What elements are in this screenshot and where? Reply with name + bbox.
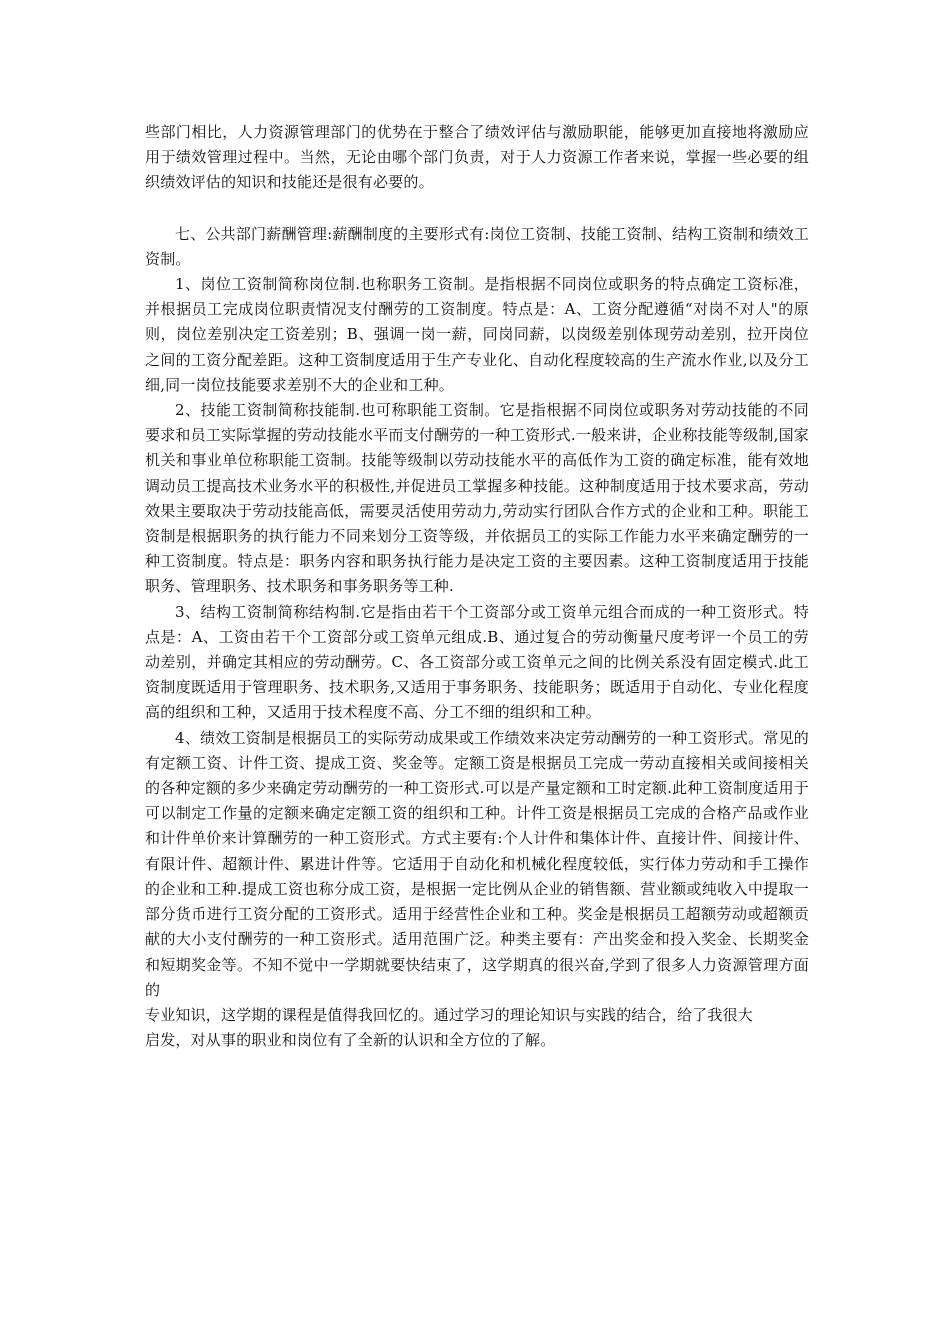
paragraph-spacer: [145, 196, 809, 222]
paragraph-performance-salary: 4、绩效工资制是根据员工的实际劳动成果或工作绩效来决定劳动酬劳的一种工资形式。常见的有定额工资、计件工资、提成工资、奖金等。定额工资是根据员工完成一劳动直接相关或间接相关的各种定额的多少来确定劳动酬劳的一种工资形式.可以是产量定额和工时定额.此种工资制度适用于可以制定工作量的定额来确定定额工资的组织和工种。计件工资是根据员工完成的合格产品或作业和计件单价来计算酬劳的一种工资形式。方式主要有:个人计件和集体计件、直接计件、间接计件、有限计件、超额计件、累进计件等。它适用于自动化和机械化程度较低，实行体力劳动和手工操作的企业和工种.提成工资也称分成工资，是根据一定比例从企业的销售额、营业额或纯收入中提取一部分货币进行工资分配的工资形式。适用于经营性企业和工种。奖金是根据员工超额劳动或超额贡献的大小支付酬劳的一种工资形式。适用范围广泛。种类主要有：产出奖金和投入奖金、长期奖金和短期奖金等。不知不觉中一学期就要快结束了，这学期真的很兴奋,学到了很多人力资源管理方面的: [145, 728, 809, 999]
document-body: [145, 120, 809, 1053]
paragraph-position-salary: 1、岗位工资制简称岗位制.也称职务工资制。是指根据不同岗位或职务的特点确定工资标准，并根据员工完成岗位职责情况支付酬劳的工资制度。特点是：A、工资分配遵循“对岗不对人"的原则，岗位差别决定工资差别；B、强调一岗一薪，同岗同薪，以岗级差别体现劳动差别，拉开岗位之间的工资分配差距。这种工资制度适用于生产专业化、自动化程度较高的生产流水作业,以及分工细,同一岗位技能要求差别不大的企业和工种。: [145, 275, 809, 394]
closing-line-2: 启发，对从事的职业和岗位有了全新的认识和全方位的了解。: [145, 1031, 556, 1050]
intro-paragraph: 些部门相比，人力资源管理部门的优势在于整合了绩效评估与激励职能，能够更加直接地将激励应用于绩效管理过程中。当然，无论由哪个部门负责，对于人力资源工作者来说，掌握一些必要的组织绩效评估的知识和技能还是很有必要的。: [145, 123, 809, 192]
paragraph-structure-salary: 3、结构工资制简称结构制.它是指由若干个工资部分或工资单元组合而成的一种工资形式。特点是：A、工资由若干个工资部分或工资单元组成.B、通过复合的劳动衡量尺度考评一个员工的劳动差别，并确定其相应的劳动酬劳。C、各工资部分或工资单元之间的比例关系没有固定模式.此工资制度既适用于管理职务、技术职务,又适用于事务职务、技能职务；既适用于自动化、专业化程度高的组织和工种，又适用于技术程度不高、分工不细的组织和工种。: [145, 602, 809, 722]
closing-line-1: 专业知识，这学期的课程是值得我回忆的。通过学习的理论知识与实践的结合，给了我很大: [145, 1005, 754, 1024]
section-heading: 七、公共部门薪酬管理:薪酬制度的主要形式有:岗位工资制、技能工资制、结构工资制和绩效工资制。: [145, 224, 809, 268]
paragraph-skill-salary: 2、技能工资制简称技能制.也可称职能工资制。它是指根据不同岗位或职务对劳动技能的不同要求和员工实际掌握的劳动技能水平而支付酬劳的一种工资形式.一般来讲，企业称技能等级制,国家机关和事业单位称职能工资制。技能等级制以劳动技能水平的高低作为工资的确定标准，能有效地调动员工提高技术业务水平的积极性,并促进员工掌握多种技能。这种制度适用于技术要求高，劳动效果主要取决于劳动技能高低，需要灵活使用劳动力,劳动实行团队合作方式的企业和工种。职能工资制是根据职务的执行能力不同来划分工资等级，并依据员工的实际工作能力水平来确定酬劳的一种工资制度。特点是：职务内容和职务执行能力是决定工资的主要因素。这种工资制度适用于技能职务、管理职务、技术职务和事务职务等工种.: [145, 401, 809, 596]
